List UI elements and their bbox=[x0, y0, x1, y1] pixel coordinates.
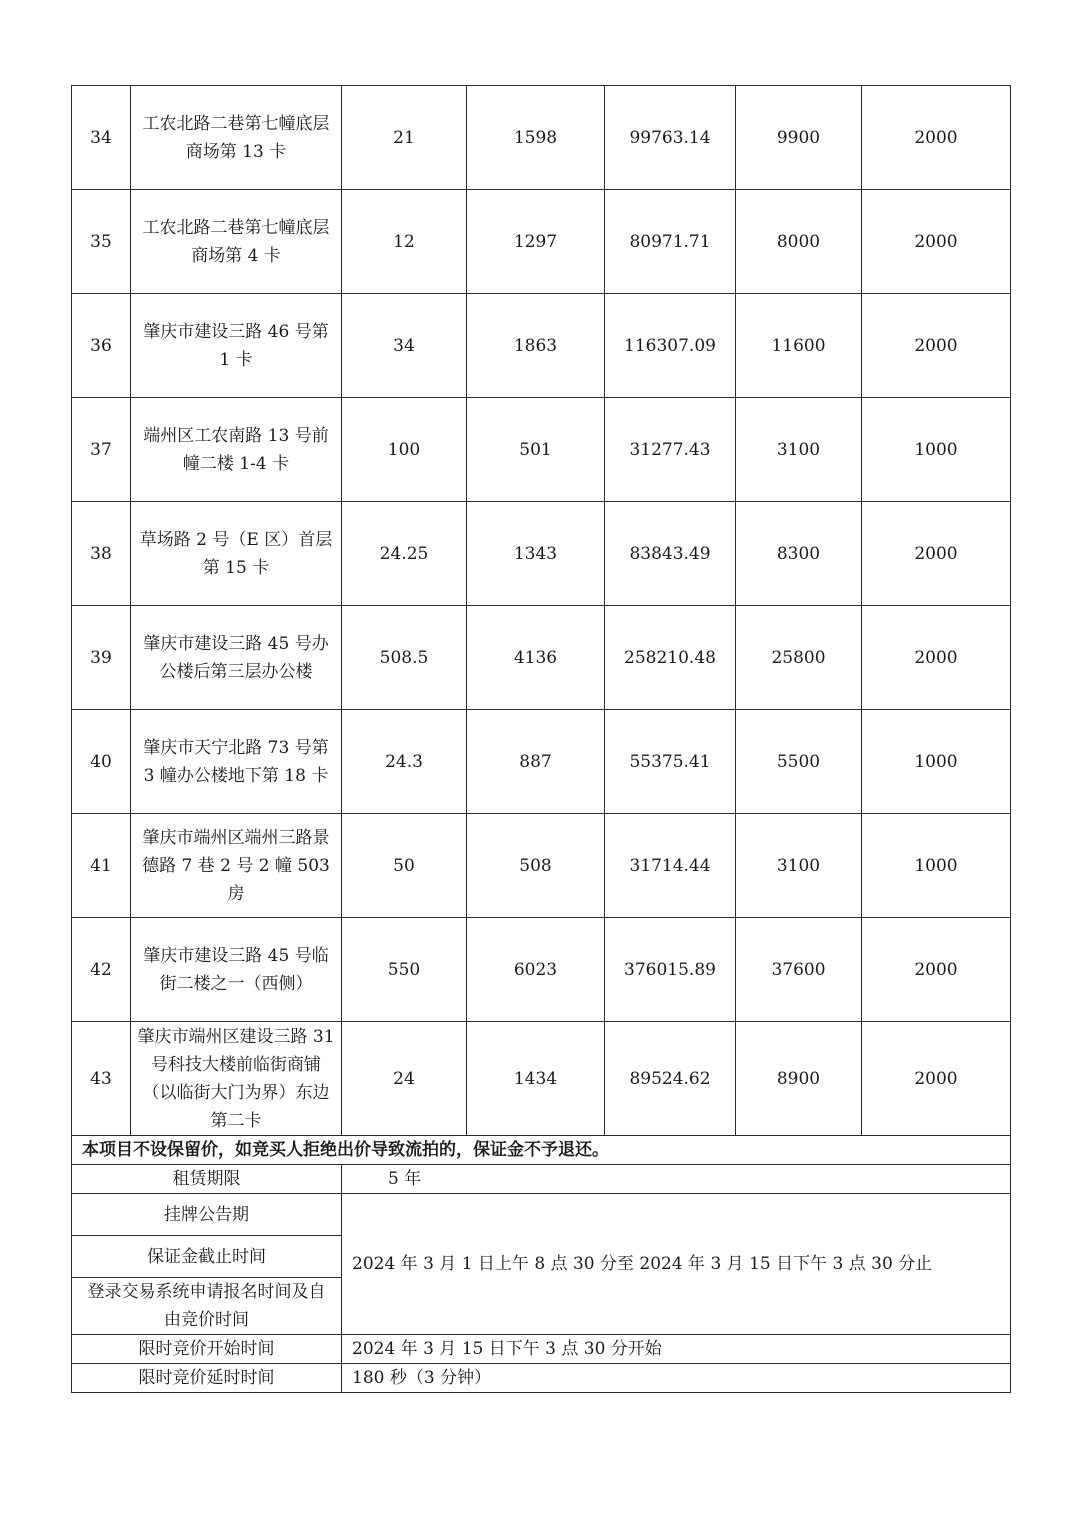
price-cell: 8300 bbox=[736, 502, 862, 606]
value-cell: 1863 bbox=[467, 294, 605, 398]
area-cell: 550 bbox=[342, 918, 467, 1022]
table-row bbox=[72, 502, 1011, 606]
deposit-cell: 1000 bbox=[862, 710, 1011, 814]
row-number: 36 bbox=[72, 294, 131, 398]
deposit-cell: 2000 bbox=[862, 502, 1011, 606]
property-name: 肇庆市天宁北路 73 号第 3 幢办公楼地下第 18 卡 bbox=[131, 710, 342, 814]
deposit-cell: 2000 bbox=[862, 1022, 1011, 1136]
value-cell: 1297 bbox=[467, 190, 605, 294]
deposit-cell: 1000 bbox=[862, 814, 1011, 918]
price-cell: 3100 bbox=[736, 398, 862, 502]
value-cell: 1434 bbox=[467, 1022, 605, 1136]
price-cell: 8900 bbox=[736, 1022, 862, 1136]
value-cell: 1343 bbox=[467, 502, 605, 606]
table-row bbox=[72, 1022, 1011, 1136]
table-row bbox=[72, 710, 1011, 814]
deposit-cell: 2000 bbox=[862, 190, 1011, 294]
price-cell: 37600 bbox=[736, 918, 862, 1022]
table-row bbox=[72, 814, 1011, 918]
amount-cell: 83843.49 bbox=[605, 502, 736, 606]
property-name: 端州区工农南路 13 号前幢二楼 1-4 卡 bbox=[131, 398, 342, 502]
value-cell: 508 bbox=[467, 814, 605, 918]
table-row bbox=[72, 294, 1011, 398]
deposit-cell: 2000 bbox=[862, 86, 1011, 190]
value-cell: 1598 bbox=[467, 86, 605, 190]
amount-cell: 55375.41 bbox=[605, 710, 736, 814]
price-cell: 5500 bbox=[736, 710, 862, 814]
lease-term-value: 5 年 bbox=[342, 1165, 1011, 1194]
area-cell: 508.5 bbox=[342, 606, 467, 710]
property-name: 肇庆市端州区建设三路 31 号科技大楼前临街商铺（以临街大门为界）东边第二卡 bbox=[131, 1022, 342, 1136]
row-number: 43 bbox=[72, 1022, 131, 1136]
row-number: 35 bbox=[72, 190, 131, 294]
price-cell: 9900 bbox=[736, 86, 862, 190]
table-row bbox=[72, 606, 1011, 710]
row-number: 37 bbox=[72, 398, 131, 502]
property-name: 肇庆市建设三路 45 号办公楼后第三层办公楼 bbox=[131, 606, 342, 710]
lease-term-label: 租赁期限 bbox=[72, 1165, 342, 1194]
row-number: 42 bbox=[72, 918, 131, 1022]
deposit-cell: 2000 bbox=[862, 606, 1011, 710]
area-cell: 24.3 bbox=[342, 710, 467, 814]
price-cell: 25800 bbox=[736, 606, 862, 710]
area-cell: 12 bbox=[342, 190, 467, 294]
limit-extend-label: 限时竞价延时时间 bbox=[72, 1364, 342, 1393]
amount-cell: 258210.48 bbox=[605, 606, 736, 710]
limit-start-label: 限时竞价开始时间 bbox=[72, 1335, 342, 1364]
property-name: 草场路 2 号（E 区）首层第 15 卡 bbox=[131, 502, 342, 606]
listing-period-label: 挂牌公告期 bbox=[72, 1194, 342, 1236]
row-number: 38 bbox=[72, 502, 131, 606]
area-cell: 100 bbox=[342, 398, 467, 502]
property-name: 工农北路二巷第七幢底层商场第 4 卡 bbox=[131, 190, 342, 294]
property-name: 肇庆市建设三路 46 号第 1 卡 bbox=[131, 294, 342, 398]
table-row bbox=[72, 398, 1011, 502]
property-name: 工农北路二巷第七幢底层商场第 13 卡 bbox=[131, 86, 342, 190]
deposit-cell: 2000 bbox=[862, 294, 1011, 398]
value-cell: 501 bbox=[467, 398, 605, 502]
no-reserve-note: 本项目不设保留价，如竞买人拒绝出价导致流拍的，保证金不予退还。 bbox=[72, 1136, 1011, 1165]
property-name: 肇庆市建设三路 45 号临街二楼之一（西侧） bbox=[131, 918, 342, 1022]
deposit-cell: 1000 bbox=[862, 398, 1011, 502]
amount-cell: 31714.44 bbox=[605, 814, 736, 918]
deposit-cell: 2000 bbox=[862, 918, 1011, 1022]
info-section bbox=[72, 1136, 1011, 1393]
limit-start-value: 2024 年 3 月 15 日下午 3 点 30 分开始 bbox=[342, 1335, 1011, 1364]
amount-cell: 376015.89 bbox=[605, 918, 736, 1022]
table-row bbox=[72, 918, 1011, 1022]
amount-cell: 80971.71 bbox=[605, 190, 736, 294]
row-number: 34 bbox=[72, 86, 131, 190]
property-name: 肇庆市端州区端州三路景德路 7 巷 2 号 2 幢 503 房 bbox=[131, 814, 342, 918]
area-cell: 50 bbox=[342, 814, 467, 918]
area-cell: 34 bbox=[342, 294, 467, 398]
table-row bbox=[72, 190, 1011, 294]
price-cell: 11600 bbox=[736, 294, 862, 398]
value-cell: 6023 bbox=[467, 918, 605, 1022]
row-number: 39 bbox=[72, 606, 131, 710]
amount-cell: 89524.62 bbox=[605, 1022, 736, 1136]
price-cell: 8000 bbox=[736, 190, 862, 294]
register-time-label: 登录交易系统申请报名时间及自由竞价时间 bbox=[72, 1278, 342, 1335]
deposit-deadline-label: 保证金截止时间 bbox=[72, 1236, 342, 1278]
value-cell: 887 bbox=[467, 710, 605, 814]
amount-cell: 31277.43 bbox=[605, 398, 736, 502]
limit-extend-value: 180 秒（3 分钟） bbox=[342, 1364, 1011, 1393]
amount-cell: 116307.09 bbox=[605, 294, 736, 398]
price-cell: 3100 bbox=[736, 814, 862, 918]
table-row bbox=[72, 86, 1011, 190]
row-number: 40 bbox=[72, 710, 131, 814]
area-cell: 24 bbox=[342, 1022, 467, 1136]
amount-cell: 99763.14 bbox=[605, 86, 736, 190]
property-table bbox=[71, 85, 1011, 1393]
table-body bbox=[72, 86, 1011, 1136]
area-cell: 24.25 bbox=[342, 502, 467, 606]
period-value: 2024 年 3 月 1 日上午 8 点 30 分至 2024 年 3 月 15 日下午 3 点 30 分止 bbox=[342, 1194, 1011, 1335]
row-number: 41 bbox=[72, 814, 131, 918]
area-cell: 21 bbox=[342, 86, 467, 190]
value-cell: 4136 bbox=[467, 606, 605, 710]
